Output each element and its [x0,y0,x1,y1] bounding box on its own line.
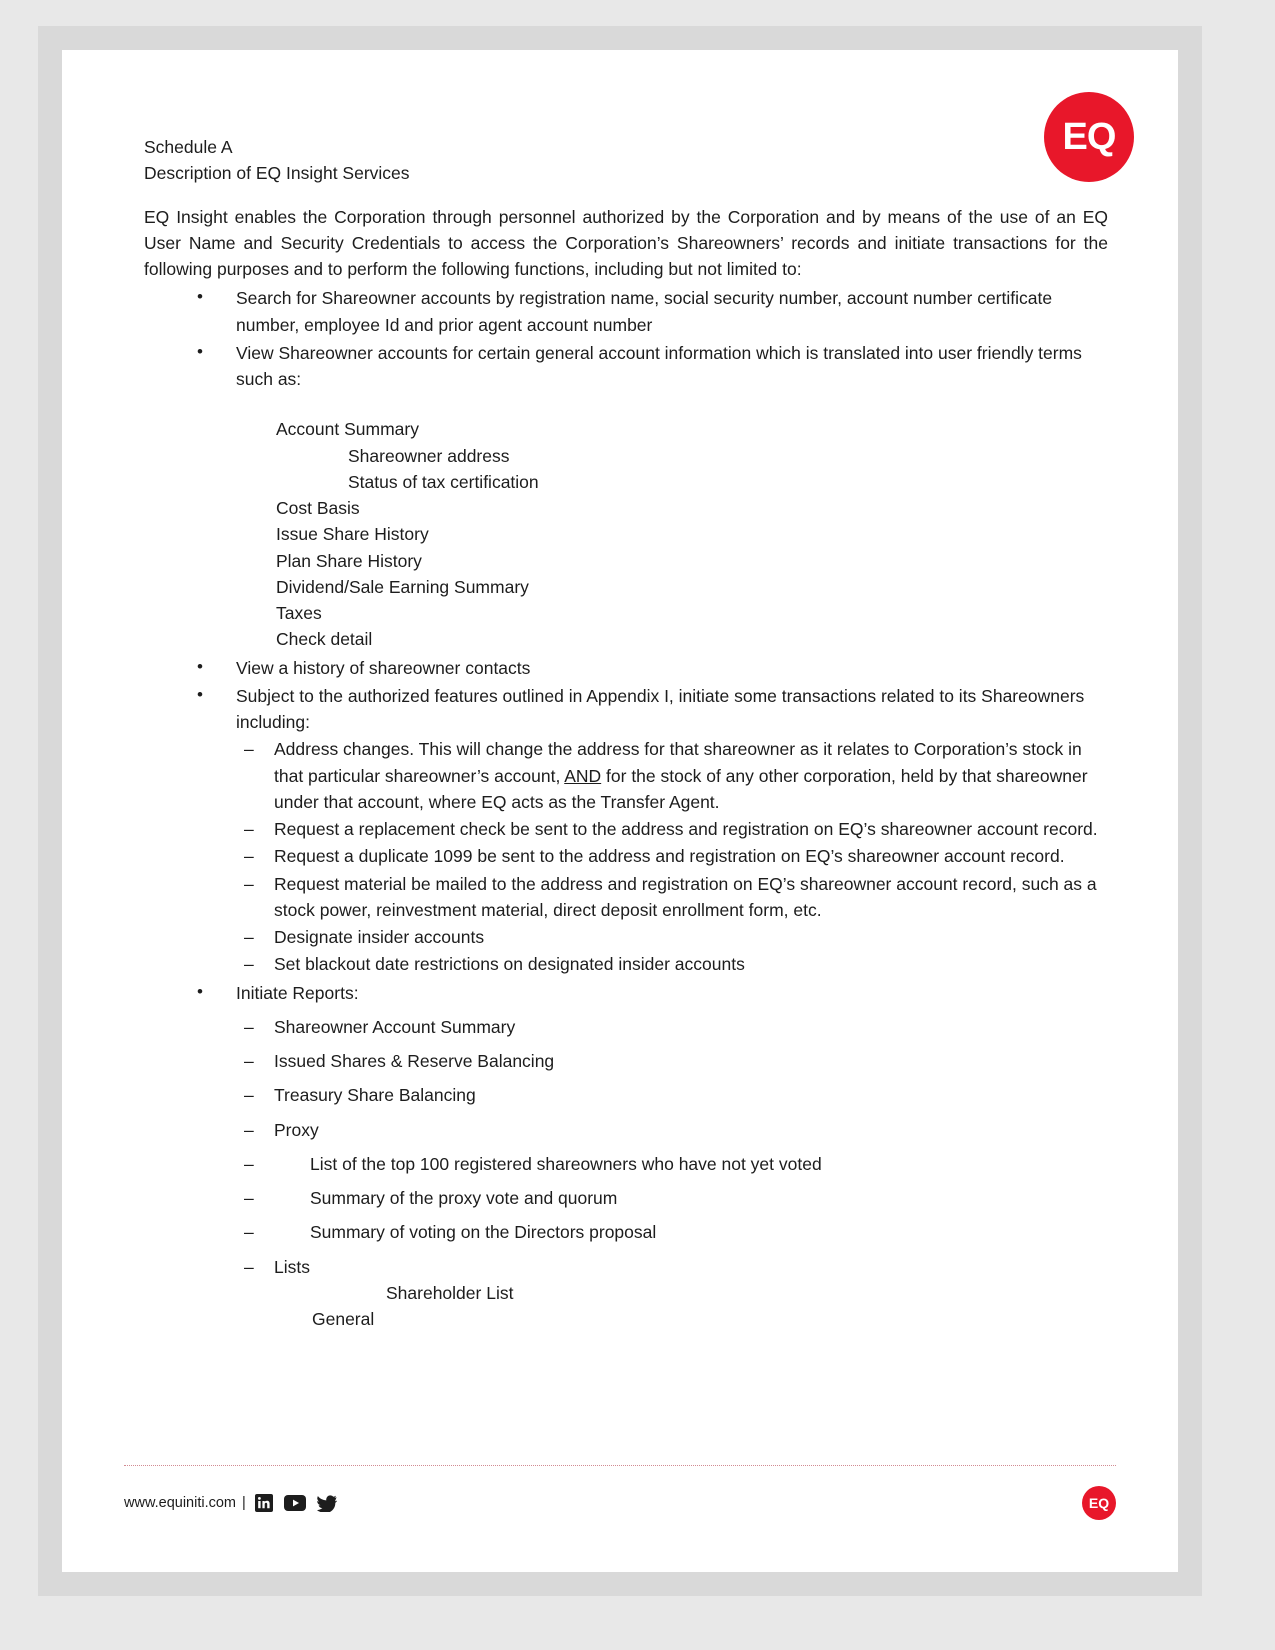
page-title: Description of EQ Insight Services [144,163,410,184]
reports-dash-list [236,1014,1108,1280]
bullet-text: Search for Shareowner accounts by registration name, social security number, account number certificate number, employee Id and prior agent account number [236,288,1053,335]
dash-item: – List of the top 100 registered shareowners who have not yet voted [236,1151,1108,1177]
social-links [255,1494,337,1512]
dash-item [236,736,1108,815]
footer-divider [124,1465,1116,1466]
eq-logo-icon: EQ [1044,92,1134,182]
sublist-item: Account Summary [276,419,419,440]
eq-logo-footer-icon: EQ [1082,1486,1116,1520]
general-item: General [312,1309,375,1329]
sublist-item: Dividend/Sale Earning Summary [276,576,529,597]
footer-separator: | [242,1495,246,1511]
address-change-emphasis: AND [564,765,602,786]
bullet-text: View Shareowner accounts for certain general account information which is translated into user friendly terms such as: [236,342,1082,389]
list-item [144,340,1108,653]
sublist-item: Status of tax certification [348,471,539,492]
dash-item: – Summary of voting on the Directors proposal [236,1219,1108,1245]
dash-item: – Summary of the proxy vote and quorum [236,1185,1108,1211]
address-change-part1: Address changes. This will change the address for that shareowner as it relates to Corporation’s stock in that particular shareowner’s account, [274,739,1082,786]
dash-item: – Request a replacement check be sent to the address and registration on EQ’s shareowner account record. [236,816,1108,842]
list-item [144,683,1108,978]
youtube-icon[interactable] [284,1495,306,1511]
list-item [144,285,1108,338]
dash-item: – Issued Shares & Reserve Balancing [236,1048,1108,1074]
list-item [144,980,1108,1333]
bullet-text: Initiate Reports: [236,982,359,1003]
bullet-text: View a history of shareowner contacts [236,657,531,678]
sublist-item: Issue Share History [276,524,429,545]
page-footer [124,1465,1116,1520]
dash-item: – Request a duplicate 1099 be sent to the address and registration on EQ’s shareowner account record. [236,843,1108,869]
dash-item: – Set blackout date restrictions on designated insider accounts [236,951,1108,977]
sublist-item: Plan Share History [276,550,422,571]
bullet-text: Subject to the authorized features outlined in Appendix I, initiate some transactions related to its Shareowners including: [236,685,1085,732]
transactions-dash-list [236,736,1108,977]
intro-paragraph: EQ Insight enables the Corporation through personnel authorized by the Corporation and by means of the use of an EQ User Name and Security Credentials to access the Corporation’s Shareowners’ records and initiate transactions for the following purposes and to perform the following functions, including but not limited to: [144,206,1108,279]
dash-item: – Treasury Share Balancing [236,1082,1108,1108]
document-body [144,134,1108,1332]
lists-child-item: Shareholder List [386,1282,514,1303]
sublist-item: Shareowner address [348,445,510,466]
sublist-item: Check detail [276,629,373,650]
dash-item: – Shareowner Account Summary [236,1014,1108,1040]
dash-item: – Request material be mailed to the address and registration on EQ’s shareowner account record, such as a stock power, reinvestment material, direct deposit enrollment form, etc. [236,871,1108,924]
account-info-sublist [236,416,1108,652]
twitter-icon[interactable] [317,1495,337,1512]
services-bullet-list [144,285,1108,1332]
spacer [236,392,1108,416]
dash-item: – Lists [236,1254,1108,1280]
dash-item: – Designate insider accounts [236,924,1108,950]
dash-item: – Proxy [236,1117,1108,1143]
footer-website-link[interactable]: www.equiniti.com [124,1495,237,1511]
address-change-part2: for the stock of any other corporation, held by that shareowner under that account, where EQ acts as the Transfer Agent. [274,765,1088,812]
sublist-item: Cost Basis [276,498,360,518]
list-item [144,655,1108,681]
footer-row [124,1486,1116,1520]
document-page-frame [38,26,1202,1596]
linkedin-icon[interactable] [255,1494,273,1512]
schedule-label: Schedule A [144,137,233,157]
sublist-item: Taxes [276,603,322,623]
document-page [62,50,1178,1572]
